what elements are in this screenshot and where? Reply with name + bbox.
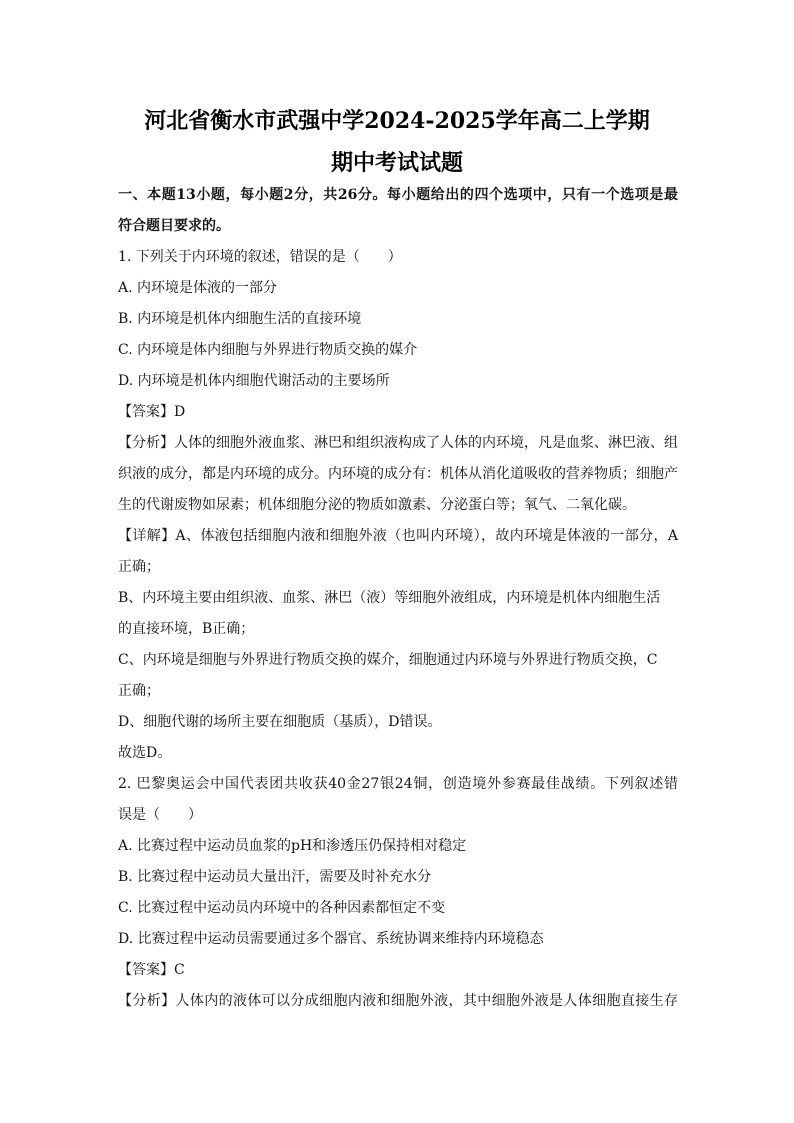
detail-text: D、细胞代谢的场所主要在细胞质（基质），D错误。	[118, 714, 442, 730]
answer-label: 【答案】D	[118, 404, 186, 420]
page-title: 河北省衡水市武强中学2024-2025学年高二上学期	[144, 108, 650, 134]
option-b: B. 内环境是机体内细胞生活的直接环境	[118, 311, 362, 327]
option-a: A. 比赛过程中运动员血浆的pH和渗透压仍保持相对稳定	[118, 838, 467, 854]
section-instruction-line: 符合题目要求的。	[118, 218, 230, 234]
detail-text: B、内环境主要由组织液、血浆、淋巴（液）等细胞外液组成，内环境是机体内细胞生活	[118, 590, 661, 606]
analysis-text: 【分析】人体内的液体可以分成细胞内液和细胞外液，其中细胞外液是人体细胞直接生存	[118, 993, 678, 1009]
question-stem: 2. 巴黎奥运会中国代表团共收获40金27银24铜，创造境外参赛最佳战绩。下列叙述错	[118, 776, 678, 792]
question-stem: 误是（ ）	[118, 807, 202, 823]
analysis-text: 织液的成分，都是内环境的成分。内环境的成分有：机体从消化道吸收的营养物质；细胞产	[118, 466, 678, 482]
option-c: C. 内环境是体内细胞与外界进行物质交换的媒介	[118, 342, 418, 358]
detail-text: 的直接环境，B正确；	[118, 621, 255, 637]
detail-text: C、内环境是细胞与外界进行物质交换的媒介，细胞通过内环境与外界进行物质交换，C	[118, 652, 658, 668]
detail-text: 正确；	[118, 559, 160, 575]
section-instruction-line: 一、本题13小题，每小题2分，共26分。每小题给出的四个选项中，只有一个选项是最	[118, 187, 678, 203]
question-stem: 1. 下列关于内环境的叙述，错误的是（ ）	[118, 249, 402, 265]
detail-text: 【详解】A、体液包括细胞内液和细胞外液（也叫内环境），故内环境是体液的一部分，A	[118, 528, 678, 544]
analysis-text: 生的代谢废物如尿素；机体细胞分泌的物质如激素、分泌蛋白等；氧气、二氧化碳。	[118, 497, 636, 513]
option-d: D. 内环境是机体内细胞代谢活动的主要场所	[118, 373, 390, 389]
document-body	[118, 180, 678, 1017]
option-b: B. 比赛过程中运动员大量出汗，需要及时补充水分	[118, 869, 432, 885]
option-d: D. 比赛过程中运动员需要通过多个器官、系统协调来维持内环境稳态	[118, 931, 544, 947]
analysis-text: 【分析】人体的细胞外液血浆、淋巴和组织液构成了人体的内环境，凡是血浆、淋巴液、组	[118, 435, 678, 451]
detail-text: 正确；	[118, 683, 160, 699]
option-c: C. 比赛过程中运动员内环境中的各种因素都恒定不变	[118, 900, 446, 916]
conclusion-text: 故选D。	[118, 745, 172, 761]
option-a: A. 内环境是体液的一部分	[118, 280, 278, 296]
page-subtitle: 期中考试试题	[330, 150, 463, 176]
answer-label: 【答案】C	[118, 962, 185, 978]
